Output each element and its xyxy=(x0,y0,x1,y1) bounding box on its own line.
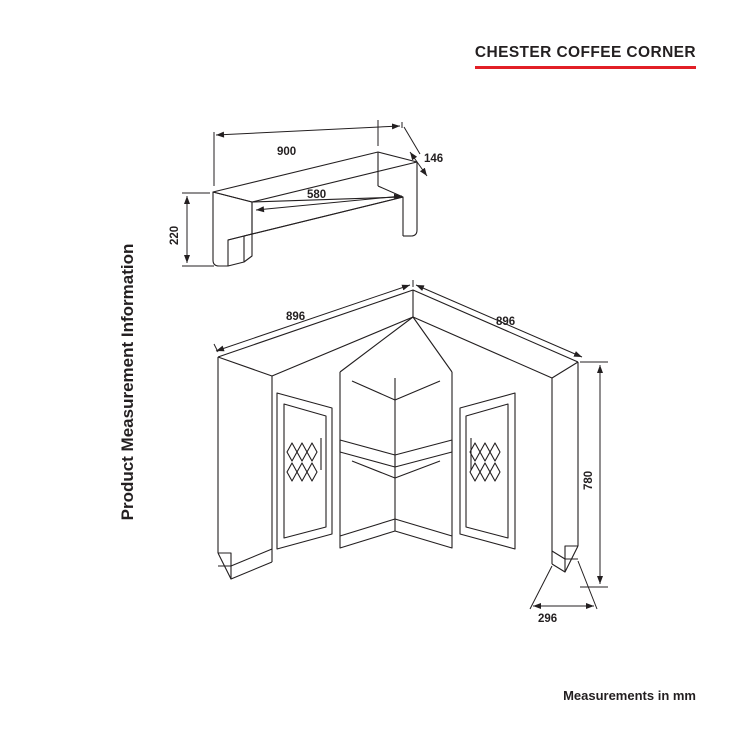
wall-shelf-drawing xyxy=(213,152,417,266)
measurement-units-note: Measurements in mm xyxy=(563,688,696,703)
dimension-cabinet-depth xyxy=(530,561,597,609)
label-cabinet-right-width: 896 xyxy=(496,316,516,328)
dimension-cabinet-left-width xyxy=(214,280,413,352)
page-title-text: CHESTER COFFEE CORNER xyxy=(474,44,696,61)
dimension-shelf-depth xyxy=(404,127,427,176)
dimension-shelf-height xyxy=(182,193,214,266)
label-shelf-depth: 146 xyxy=(424,153,444,165)
corner-cabinet-drawing xyxy=(218,290,578,579)
label-cabinet-left-width: 896 xyxy=(286,311,306,323)
label-cabinet-depth: 296 xyxy=(538,613,558,625)
label-shelf-height: 220 xyxy=(169,225,181,245)
side-caption: Product Measurement Information xyxy=(118,243,137,521)
label-cabinet-height: 780 xyxy=(583,470,595,490)
label-shelf-width: 900 xyxy=(277,146,297,158)
label-shelf-inner-width: 580 xyxy=(307,189,327,201)
